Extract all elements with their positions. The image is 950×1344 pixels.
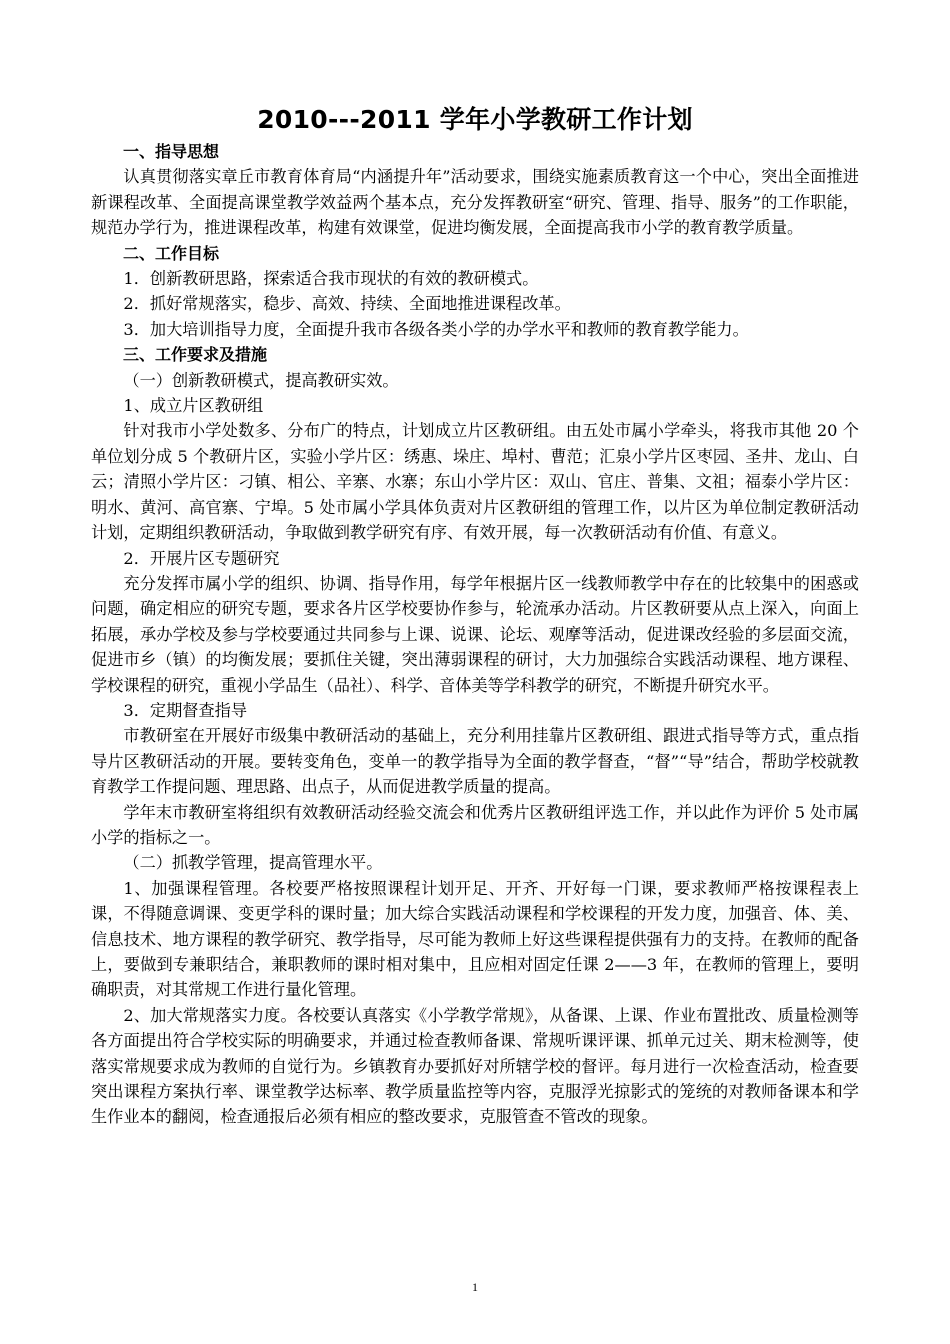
paragraph: 认真贯彻落实章丘市教育体育局“内涵提升年”活动要求，围绕实施素质教育这一个中心，突出全面推进新课程改革、全面提高课堂教学效益两个基本点，充分发挥教研室“研究、管理、指导、服务”的工作职能，规范办学行为，推进课程改革，构建有效课堂，促进均衡发展，全面提高我市小学的教育教学质量。 [91, 167, 859, 238]
item-heading: 3．定期督查指导 [123, 700, 248, 720]
subsection-heading: （一）创新教研模式，提高教研实效。 [123, 370, 399, 390]
paragraph: 针对我市小学处数多、分布广的特点，计划成立片区教研组。由五处市属小学牵头，将我市其他 20 个单位划分成 5 个教研片区，实验小学片区：绣惠、垛庄、埠村、曹范；汇泉小学片区枣园、圣井、龙山、白云；清照小学片区：刁镇、相公、辛寨、水寨；东山小学片区：双山、官庄、普集、文祖；福泰小学片区：明水、黄河、高官寨、宁埠。5 处市属小学具体负责对片区教研组的管理工作，以片区为单位制定教研活动计划，定期组织教研活动，争取做到教学研究有序、有效开展，每一次教研活动有价值、有意义。 [91, 421, 859, 543]
paragraph: 3．加大培训指导力度，全面提升我市各级各类小学的办学水平和教师的教育教学能力。 [123, 319, 749, 339]
item-heading: 2．开展片区专题研究 [123, 548, 280, 568]
paragraph: 2、加大常规落实力度。各校要认真落实《小学教学常规》，从备课、上课、作业布置批改、质量检测等各方面提出符合学校实际的明确要求，并通过检查教师备课、常规听课评课、抓单元过关、期末检测等，使落实常规要求成为教师的自觉行为。乡镇教育办要抓好对所辖学校的督评。每月进行一次检查活动，检查要突出课程方案执行率、课堂教学达标率、教学质量监控等内容，克服浮光掠影式的笼统的对教师备课本和学生作业本的翻阅，检查通报后必须有相应的整改要求，克服管查不管改的现象。 [91, 1005, 859, 1127]
paragraph: 市教研室在开展好市级集中教研活动的基础上，充分利用挂靠片区教研组、跟进式指导等方式，重点指导片区教研活动的开展。要转变角色，变单一的教学指导为全面的教学督查，“督”“导”结合，帮助学校就教育教学工作提问题、理思路、出点子，从而促进教学质量的提高。 [91, 726, 859, 797]
paragraph: 2．抓好常规落实，稳步、高效、持续、全面地推进课程改革。 [123, 294, 571, 314]
section-heading: 二、工作目标 [123, 243, 220, 263]
paragraph: 充分发挥市属小学的组织、协调、指导作用，每学年根据片区一线教师教学中存在的比较集中的困惑或问题，确定相应的研究专题，要求各片区学校要协作参与，轮流承办活动。片区教研要从点上深入，向面上拓展，承办学校及参与学校要通过共同参与上课、说课、论坛、观摩等活动，促进课改经验的多层面交流，促进市乡（镇）的均衡发展；要抓住关键，突出薄弱课程的研讨，大力加强综合实践活动课程、地方课程、学校课程的研究，重视小学品生（品社）、科学、音体美等学科教学的研究，不断提升研究水平。 [91, 573, 859, 695]
section-heading: 三、工作要求及措施 [123, 345, 268, 365]
paragraph: 学年末市教研室将组织有效教研活动经验交流会和优秀片区教研组评选工作，并以此作为评价 5 处市属小学的指标之一。 [91, 802, 859, 847]
page-number: 1 [472, 1280, 478, 1294]
section-heading: 一、指导思想 [123, 142, 220, 161]
paragraph: 1．创新教研思路，探索适合我市现状的有效的教研模式。 [123, 269, 539, 289]
item-heading: 1、成立片区教研组 [123, 396, 264, 416]
document-page [91, 103, 859, 1130]
paragraph: 1、加强课程管理。各校要严格按照课程计划开足、开齐、开好每一门课，要求教师严格按课程表上课，不得随意调课、变更学科的课时量；加大综合实践活动课程和学校课程的开发力度，加强音、体、美、信息技术、地方课程的教学研究、教学指导，尽可能为教师上好这些课程提供强有力的支持。在教师的配备上，要做到专兼职结合，兼职教师的课时相对集中，且应相对固定任课 2——3 年，在教师的管理上，要明确职责，对其常规工作进行量化管理。 [91, 878, 859, 1000]
document-title: 2010---2011 学年小学教研工作计划 [257, 105, 693, 134]
subsection-heading: （二）抓教学管理，提高管理水平。 [123, 853, 383, 873]
